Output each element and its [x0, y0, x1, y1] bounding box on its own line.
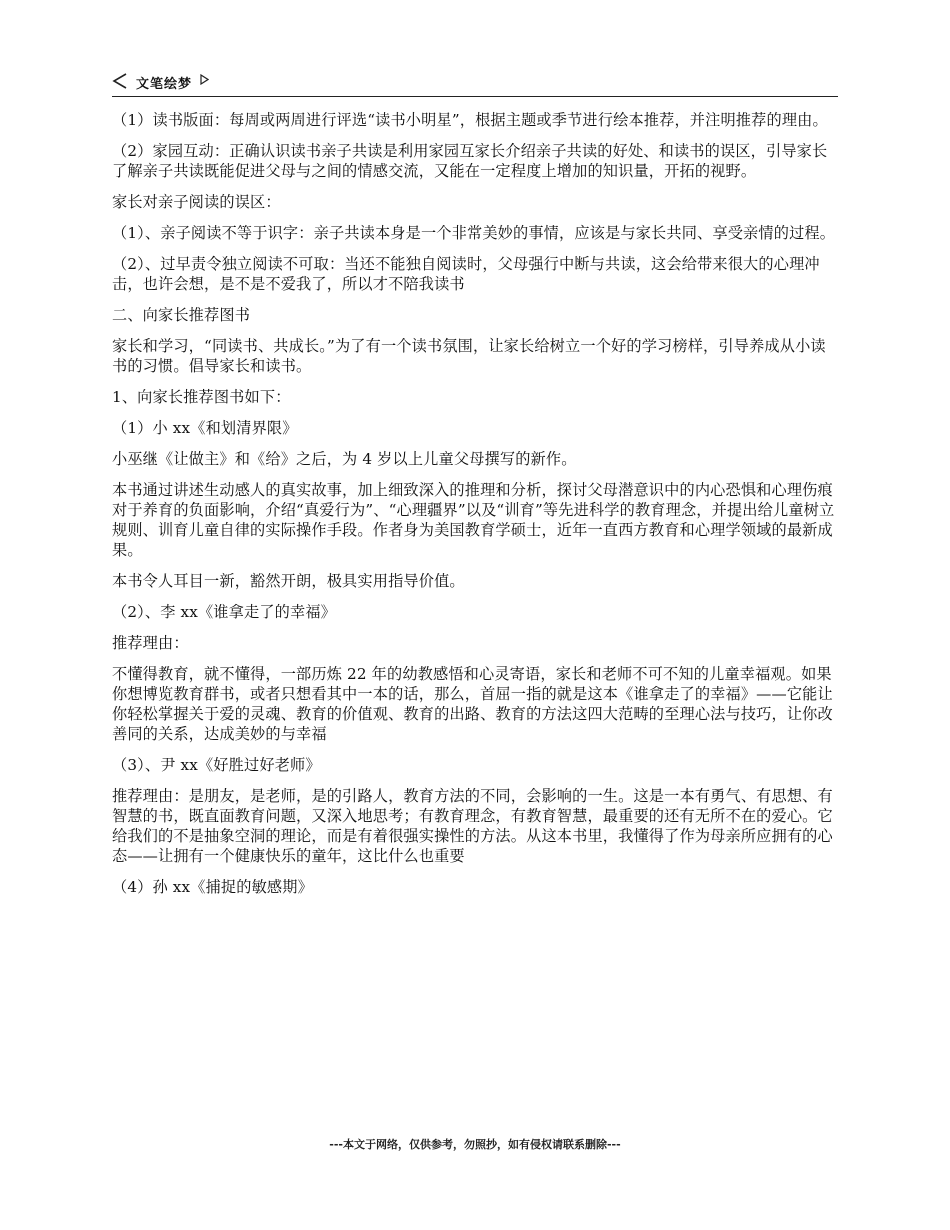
paragraph: （1）读书版面：每周或两周进行评选“读书小明星”，根据主题或季节进行绘本推荐，并注明推荐的理由。	[112, 111, 828, 129]
page-header	[112, 70, 838, 97]
document-body	[112, 110, 838, 908]
paragraph: 推荐理由：	[112, 634, 189, 652]
book-title: （3）、尹 xx《好胜过好老师》	[112, 756, 321, 774]
page-footer: ---本文于网络，仅供参考，勿照抄，如有侵权请联系删除---	[329, 1138, 621, 1151]
paragraph: 推荐理由：是朋友，是老师，是的引路人，教育方法的不同，会影响的一生。这是一本有勇气、有思想、有智慧的书，既直面教育问题，又深入地思考；有教育理念，有教育智慧，最重要的还有无所不在的爱心。它给我们的不是抽象空洞的理论，而是有着很强实操性的方法。从这本书里，我懂得了作为母亲所应拥有的心态——让拥有一个健康快乐的童年，这比什么也重要	[112, 787, 833, 865]
paragraph: 1、向家长推荐图书如下：	[112, 388, 291, 406]
right-triangle-icon	[200, 74, 209, 85]
brand-name: 文笔绘梦	[136, 77, 193, 92]
book-title: （2）、李 xx《谁拿走了的幸福》	[112, 603, 337, 621]
paragraph: 小巫继《让做主》和《给》之后，为 4 岁以上儿童父母撰写的新作。	[112, 450, 577, 468]
paragraph: （2）家园互动：正确认识读书亲子共读是利用家园互家长介绍亲子共读的好处、和读书的误区，引导家长了解亲子共读既能促进父母与之间的情感交流，又能在一定程度上增加的知识量，开拓的视野。	[112, 142, 828, 180]
paragraph: 不懂得教育，就不懂得，一部历炼 22 年的幼教感悟和心灵寄语，家长和老师不可不知的儿童幸福观。如果你想博览教育群书，或者只想看其中一本的话，那么，首屈一指的就是这本《谁拿走了的幸福》——它能让你轻松掌握关于爱的灵魂、教育的价值观、教育的出路、教育的方法这四大范畴的至理心法与技巧，让你改善同的关系，达成美妙的与幸福	[112, 665, 833, 743]
paragraph: 本书令人耳目一新，豁然开朗，极具实用指导价值。	[112, 572, 465, 590]
paragraph: （1）、亲子阅读不等于识字：亲子共读本身是一个非常美妙的事情，应该是与家长共同、享受亲情的过程。	[112, 224, 836, 242]
paragraph: 家长和学习，“同读书、共成长。”为了有一个读书氛围，让家长给树立一个好的学习榜样，引导养成从小读书的习惯。倡导家长和读书。	[112, 337, 826, 375]
paragraph: 本书通过讲述生动感人的真实故事，加上细致深入的推理和分析，探讨父母潜意识中的内心恐惧和心理伤痕对于养育的负面影响，介绍“真爱行为”、“心理疆界”以及“训育”等先进科学的教育理念，并提出给儿童树立规则、训育儿童自律的实际操作手段。作者身为美国教育学硕士，近年一直西方教育和心理学领域的最新成果。	[112, 481, 835, 559]
book-title: （1）小 xx《和划清界限》	[112, 419, 298, 437]
paragraph: （2）、过早责令独立阅读不可取：当还不能独自阅读时，父母强行中断与共读，这会给带来很大的心理冲击，也许会想，是不是不爱我了，所以才不陪我读书	[112, 255, 820, 293]
left-triangle-icon	[112, 72, 128, 90]
paragraph: 家长对亲子阅读的误区：	[112, 193, 281, 211]
section-heading: 二、向家长推荐图书	[112, 306, 251, 324]
book-title: （4）孙 xx《捕捉的敏感期》	[112, 878, 313, 896]
